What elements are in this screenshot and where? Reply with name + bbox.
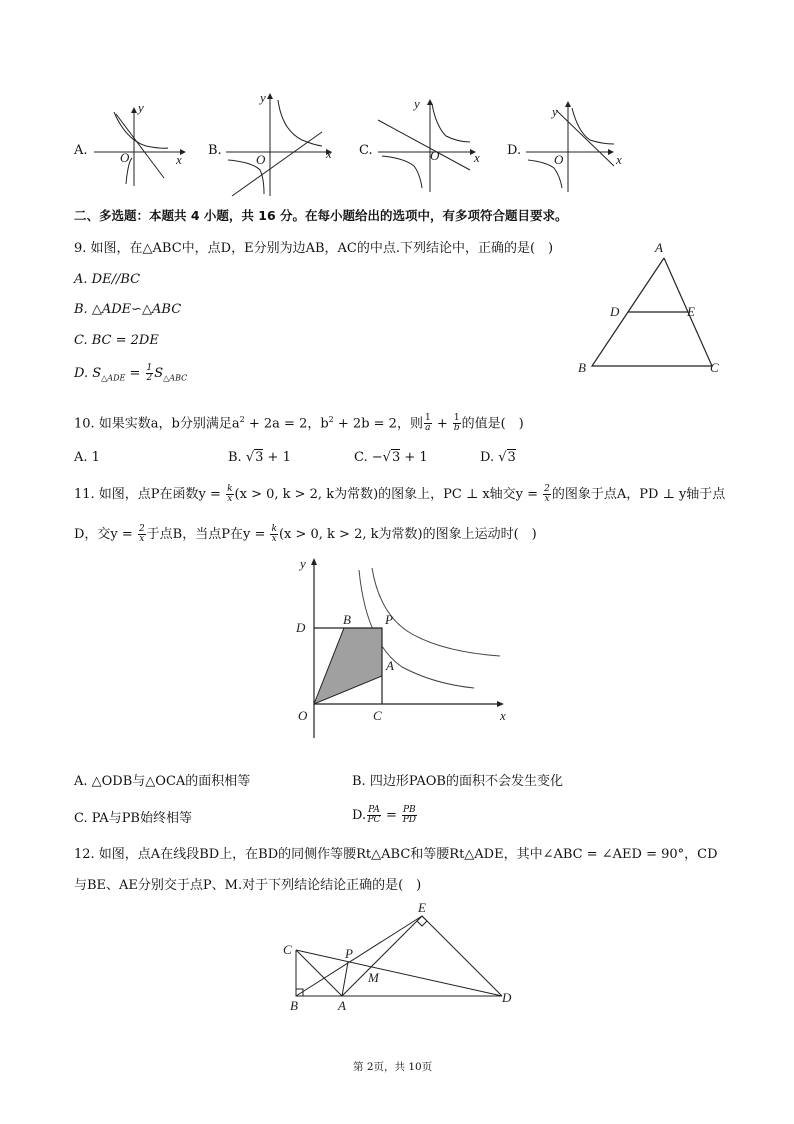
- q11-stem-line2: D，交y = $\frac{2}{x}$ 于点B，当点P在y = $\frac{k}{x}$ (x > 0, k > 2, k为常数)的图象上运动时( ): [74, 524, 537, 544]
- q11-label-B: B: [343, 612, 351, 627]
- q12-label-M: M: [368, 970, 379, 985]
- q9-label-C: C: [710, 360, 719, 375]
- q10-option-c: C. −√3 + 1: [354, 450, 428, 465]
- graph-a-y: y: [138, 100, 144, 115]
- q10-stem: 10. 如果实数a，b分别满足$a^2 + 2a = 2$，$b^2 + 2b = 2$，则 $\frac{1}{a}$ + $\frac{1}{b}$ 的值是( ): [74, 413, 524, 434]
- graph-option-a: [86, 100, 196, 190]
- q9-stem: 9. 如图，在△ABC中，点D，E分别为边AB，AC的中点.下列结论中，正确的是( ): [74, 241, 554, 256]
- graph-c-y: y: [414, 96, 420, 111]
- graph-c-x: x: [474, 150, 480, 165]
- q9-option-a: A. DE//BC: [74, 272, 141, 287]
- q12-label-E: E: [418, 900, 426, 915]
- q11-function-figure: [284, 552, 514, 746]
- q12-label-C: C: [283, 942, 292, 957]
- q9-label-B: B: [578, 360, 586, 375]
- q12-label-D: D: [502, 990, 512, 1005]
- q9-label-E: E: [687, 304, 695, 319]
- q11-option-b: B. 四边形PAOB的面积不会发生变化: [352, 774, 563, 789]
- graph-d-origin: O: [554, 152, 564, 167]
- q11-label-A: A: [386, 658, 394, 673]
- q11-option-a: A. △ODB与△OCA的面积相等: [74, 774, 251, 789]
- section-heading: 二、多选题：本题共 4 小题，共 16 分。在每小题给出的选项中，有多项符合题目要求。: [74, 208, 568, 223]
- q9-option-d: D. $S_{\triangle ADE}$ = $\frac{1}{2}$ $S_{\triangle ABC}$: [74, 363, 188, 383]
- graph-option-b-label: B.: [208, 143, 222, 158]
- graph-b-origin: O: [256, 152, 266, 167]
- graph-c-origin: O: [430, 148, 440, 163]
- graph-a-x: x: [176, 152, 182, 167]
- graph-option-d: [522, 96, 632, 196]
- q11-label-P: P: [385, 612, 393, 627]
- graph-option-b: [222, 90, 342, 200]
- q11-label-D: D: [296, 620, 306, 635]
- q12-stem-line2: 与BE、AE分别交于点P、M.对于下列结论结论正确的是( ): [74, 878, 422, 893]
- q11-label-x: x: [500, 708, 506, 723]
- q9-option-c: C. BC = 2DE: [74, 333, 159, 348]
- q11-option-d: D. $\frac{PA}{PC}$ = $\frac{PB}{PD}$: [352, 805, 416, 825]
- graph-option-c-label: C.: [359, 143, 373, 158]
- graph-option-c: [374, 96, 484, 196]
- graph-d-y: y: [552, 104, 558, 119]
- q11-label-C: C: [373, 708, 382, 723]
- q12-label-B: B: [290, 998, 298, 1013]
- graph-d-x: x: [616, 152, 622, 167]
- q11-label-y: y: [300, 556, 306, 571]
- q12-stem-line1: 12. 如图，点A在线段BD上，在BD的同侧作等腰Rt△ABC和等腰Rt△ADE，其中∠ABC = ∠AED = 90°，CD: [74, 847, 718, 862]
- graph-option-d-label: D.: [507, 143, 522, 158]
- q12-label-A: A: [338, 998, 346, 1013]
- page-footer: 第 2页，共 10页: [353, 1061, 433, 1073]
- q9-label-A: A: [655, 240, 663, 255]
- graph-b-x: x: [326, 146, 332, 161]
- q9-label-D: D: [610, 304, 620, 319]
- q12-triangle-figure: [278, 896, 518, 1016]
- graph-b-y: y: [260, 90, 266, 105]
- graph-option-a-label: A.: [74, 143, 88, 158]
- q9-triangle-figure: [572, 238, 732, 380]
- q11-label-O: O: [298, 708, 308, 723]
- graph-a-origin: O: [120, 150, 130, 165]
- q10-option-d: D. √3: [480, 450, 516, 465]
- q12-label-P: P: [345, 946, 353, 961]
- q11-stem-line1: 11. 如图，点P在函数y = $\frac{k}{x}$ (x > 0, k > 2, k为常数)的图象上，PC ⊥ x轴交y = $\frac{2}{x}$ 的图象于点A，PD ⊥ y轴于点: [74, 484, 726, 504]
- q10-option-a: A. 1: [74, 450, 100, 465]
- q9-option-b: B. △ADE∽△ABC: [74, 302, 182, 317]
- q11-option-c: C. PA与PB始终相等: [74, 811, 192, 826]
- q10-option-b: B. √3 + 1: [228, 450, 291, 465]
